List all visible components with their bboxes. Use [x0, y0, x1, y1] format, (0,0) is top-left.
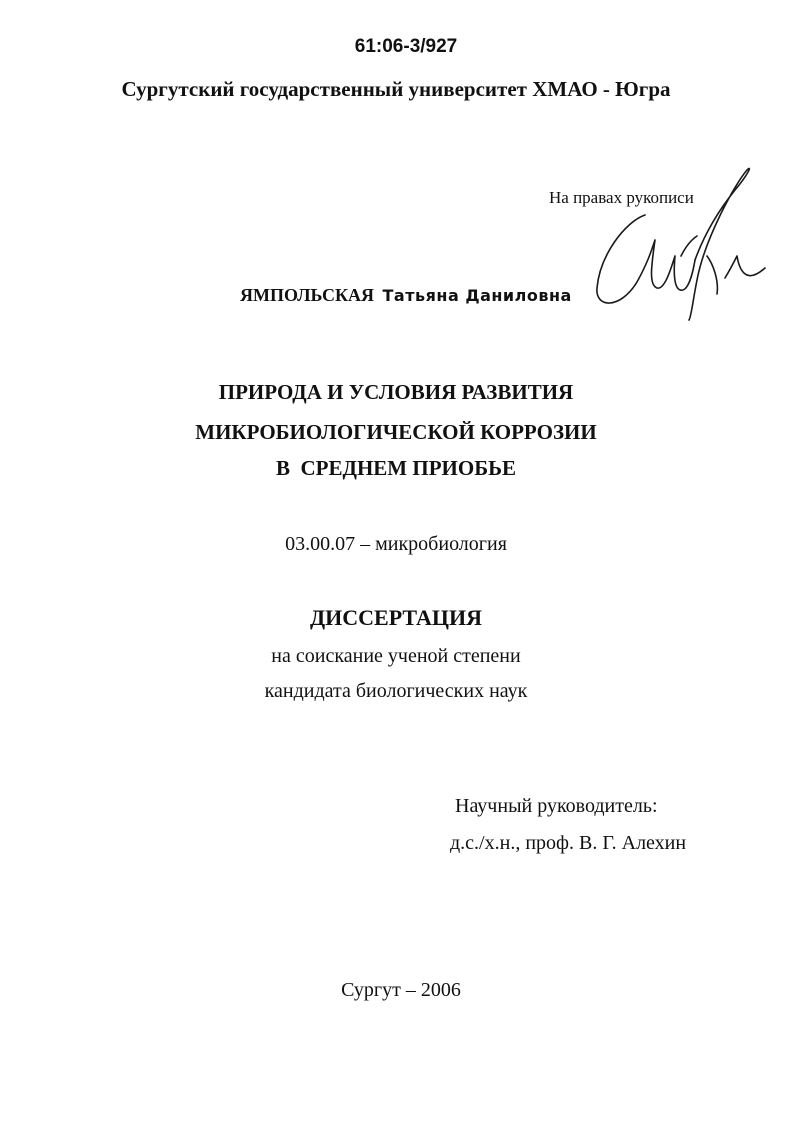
- rights-note: На правах рукописи: [549, 188, 694, 207]
- catalog-code: 61:06-3/927: [354, 36, 458, 57]
- specialty-code: 03.00.07 – микробиология: [285, 533, 507, 555]
- degree-line-1: на соискание ученой степени: [271, 645, 521, 667]
- degree-line-2: кандидата биологических наук: [264, 680, 528, 702]
- document-type-heading: ДИССЕРТАЦИЯ: [310, 605, 482, 630]
- author-name: [240, 285, 572, 306]
- signature-stroke-tail: [707, 256, 765, 294]
- title-line-2: МИКРОБИОЛОГИЧЕСКОЙ КОРРОЗИИ: [195, 420, 597, 444]
- title-line-1: ПРИРОДА И УСЛОВИЯ РАЗВИТИЯ: [218, 380, 574, 404]
- title-line-3: В СРЕДНЕМ ПРИОБЬЕ: [276, 456, 516, 480]
- signature-stroke-main: [597, 215, 695, 303]
- author-surname: ЯМПОЛЬСКАЯ: [240, 285, 375, 305]
- signature-stroke-loop: [689, 168, 749, 320]
- supervisor-label: Научный руководитель:: [455, 795, 658, 817]
- author-given-names: Татьяна Даниловна: [382, 286, 572, 305]
- supervisor-name: д.с./х.н., проф. В. Г. Алехин: [450, 832, 687, 854]
- handwritten-signature-icon: [585, 160, 775, 325]
- city-year: Сургут – 2006: [341, 979, 461, 1001]
- university-name: Сургутский государственный университет ХМАО - Югра: [121, 77, 671, 101]
- signature-stroke-cross: [681, 236, 697, 256]
